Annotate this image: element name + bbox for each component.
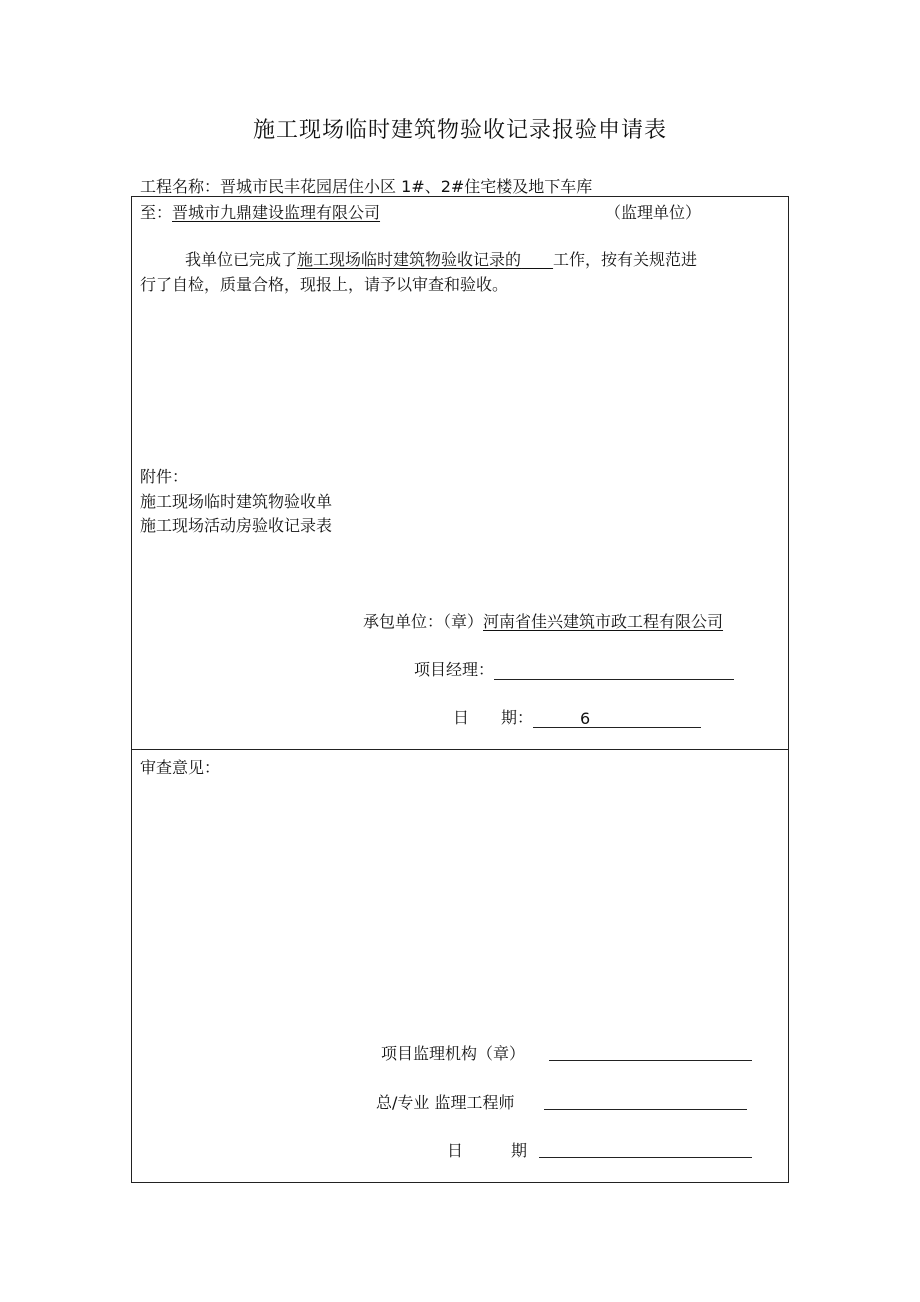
review-label: 审查意见：: [140, 758, 221, 777]
attachments-label: 附件：: [140, 467, 189, 486]
review-date-label: 日 期: [447, 1141, 528, 1160]
supervision-org-row: [381, 1041, 525, 1064]
contractor-row: [363, 609, 723, 632]
supervision-unit-name: 晋城市九鼎建设监理有限公司: [172, 203, 381, 222]
to-row: [140, 200, 380, 223]
supervision-org-signature-line: [549, 1042, 752, 1061]
page-title: 施工现场临时建筑物验收记录报验申请表: [252, 118, 667, 143]
contractor-date-label: 日 期：: [453, 708, 534, 727]
review-date-row: [447, 1138, 527, 1161]
body-prefix: 我单位已完成了: [185, 250, 298, 269]
attachment-item: 施工现场活动房验收记录表: [140, 516, 333, 535]
engineer-signature-line: [544, 1091, 747, 1110]
attachment-item: 施工现场临时建筑物验收单: [140, 492, 333, 511]
review-date-line: [539, 1139, 752, 1158]
project-manager-signature-line: [494, 661, 734, 680]
body-suffix: 工作，按有关规范进: [553, 250, 698, 269]
project-name-row: [140, 174, 592, 197]
project-name-label: 工程名称：: [140, 177, 221, 196]
supervision-org-label: 项目监理机构（章）: [381, 1044, 526, 1063]
contractor-label: 承包单位：（章）: [363, 612, 484, 631]
to-label: 至：: [140, 203, 173, 222]
form-frame: [131, 196, 789, 1183]
contractor-name: 河南省佳兴建筑市政工程有限公司: [483, 612, 724, 631]
project-name-value: 晋城市民丰花园居住小区 1#、2#住宅楼及地下车库: [220, 177, 593, 196]
project-manager-row: [414, 657, 734, 680]
project-manager-label: 项目经理：: [414, 660, 495, 679]
section-divider: [131, 749, 789, 750]
engineer-row: [376, 1090, 514, 1113]
body-line-2: 行了自检，质量合格，现报上，请予以审查和验收。: [140, 275, 509, 294]
contractor-date-row: [453, 705, 701, 728]
contractor-date-line: [533, 709, 701, 728]
contractor-date-value: 6: [580, 709, 591, 728]
supervision-unit-role: （监理单位）: [605, 203, 702, 222]
work-item: 施工现场临时建筑物验收记录的: [297, 250, 522, 269]
body-line-1: [185, 247, 697, 270]
engineer-label: 总/专业 监理工程师: [376, 1093, 515, 1112]
